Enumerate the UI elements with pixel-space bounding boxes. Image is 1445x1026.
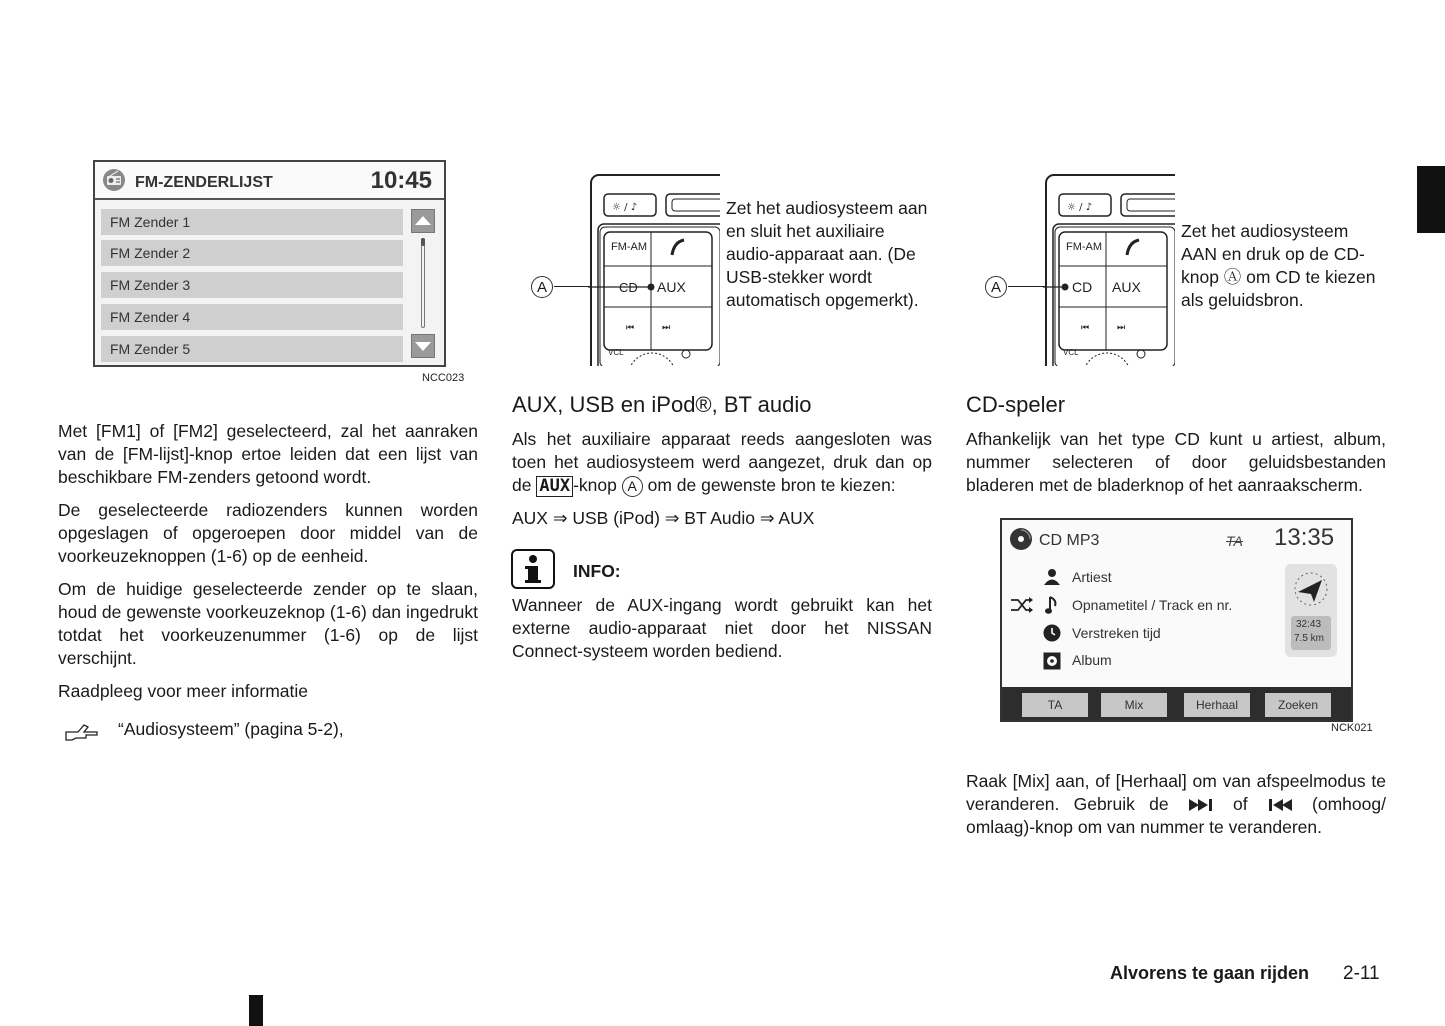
reference-link[interactable]: “Audiosysteem” (pagina 5-2),	[118, 719, 344, 739]
station-row[interactable]: FM Zender 5	[101, 336, 403, 362]
cd-intro-paragraph: Afhankelijk van het type CD kunt u artiest, album, nummer selecteren of door geluidsbestanden bladeren met de bladerknop of het aanraakscherm.	[966, 429, 1386, 495]
scrollbar-thumb[interactable]	[421, 238, 425, 246]
panel-label-vcl: VCL	[608, 348, 624, 357]
panel-label-cd: CD	[1072, 279, 1093, 295]
mix-button[interactable]: Mix	[1101, 693, 1167, 717]
text-span: of	[1233, 794, 1248, 814]
navigation-widget[interactable]	[1285, 564, 1337, 657]
cd-panel-diagram	[1043, 172, 1175, 366]
nav-distance: 7.5 km	[1294, 633, 1325, 644]
search-button[interactable]: Zoeken	[1265, 693, 1331, 717]
cd-screen-title: CD MP3	[1039, 532, 1100, 549]
album-icon	[1043, 652, 1061, 670]
section-heading-cd: CD-speler	[966, 392, 1066, 417]
source-sequence: AUX ⇒ USB (iPod) ⇒ BT Audio ⇒ AUX	[512, 508, 815, 528]
station-row[interactable]: FM Zender 2	[101, 240, 403, 266]
shuffle-icon	[1010, 597, 1034, 613]
next-track-icon	[1187, 798, 1215, 812]
fm-screen-header	[95, 162, 444, 200]
ta-indicator: TA	[1226, 533, 1243, 549]
info-text: Wanneer de AUX-ingang wordt gebruikt kan het externe audio-apparaat niet door het NISSAN Connect-systeem worden bediend.	[512, 595, 932, 661]
artist-icon	[1043, 568, 1061, 586]
aux-callout-text: Zet het audiosysteem aan en sluit het auxiliaire audio-apparaat aan. (De USB-stekker wordt automatisch opgemerkt).	[726, 198, 928, 310]
fm-station-list-screen	[93, 160, 446, 367]
aux-panel-diagram	[588, 172, 720, 366]
compass-arrow-icon	[1292, 570, 1330, 608]
text-span: Raak [Mix] aan, of [Herhaal] om van afspeelmodus te veranderen. Gebruik de	[966, 771, 1386, 814]
svg-text:⏭: ⏭	[1117, 322, 1126, 332]
text-span: (omhoog/ omlaag)-knop om van nummer te veranderen.	[966, 794, 1386, 837]
info-icon	[511, 549, 555, 589]
figure-code: NCC023	[422, 372, 465, 384]
svg-text:☼ / ♪: ☼ / ♪	[1067, 202, 1093, 213]
callout-a-marker: A	[985, 276, 1007, 298]
callout-a-inline: A	[622, 476, 643, 497]
scroll-down-button[interactable]	[411, 334, 435, 358]
callout-leader-line	[1008, 286, 1045, 287]
panel-label-aux: AUX	[1112, 279, 1141, 295]
page-number: 2-11	[1343, 963, 1380, 984]
nav-time: 32:43	[1296, 619, 1322, 630]
section-heading-aux: AUX, USB en iPod®, BT audio	[512, 392, 812, 417]
cd-screen-clock: 13:35	[1274, 524, 1335, 551]
aux-instruction-paragraph	[512, 428, 932, 497]
station-row[interactable]: FM Zender 3	[101, 272, 403, 298]
fm-screen-clock: 10:45	[370, 167, 432, 194]
cd-mp3-screen	[1000, 518, 1353, 722]
mix-repeat-paragraph	[966, 770, 1386, 839]
paragraph: De geselecteerde radiozenders kunnen worden opgeslagen of opgeroepen door middel van de voorkeuzeknoppen (1-6) op de eenheid.	[58, 500, 478, 566]
fm-screen-title: FM-ZENDERLIJST	[135, 174, 273, 191]
text-span: -knop	[573, 475, 617, 495]
cd-item-album[interactable]: Album	[1072, 652, 1112, 668]
music-note-icon	[1045, 595, 1061, 615]
cd-button-bar	[1002, 687, 1351, 720]
clock-icon	[1043, 624, 1061, 642]
disc-icon	[1009, 527, 1033, 551]
footer-section-title: Alvorens te gaan rijden	[1110, 963, 1310, 983]
station-row[interactable]: FM Zender 1	[101, 209, 403, 235]
previous-track-icon	[1266, 798, 1294, 812]
text-span: Als het auxiliaire apparaat reeds aangesloten was toen het audiosysteem werd aangezet, druk dan op de	[512, 429, 932, 495]
paragraph: Om de huidige geselecteerde zender op te slaan, houd de gewenste voorkeuzeknop (1-6) dan ingedrukt totdat het voorkeuzenummer (1-6) op de lijst verschijnt.	[58, 579, 478, 668]
scroll-up-button[interactable]	[411, 209, 435, 233]
text-span: om de gewenste bron te kiezen:	[647, 475, 896, 495]
repeat-button[interactable]: Herhaal	[1184, 693, 1250, 717]
radio-icon	[101, 168, 127, 192]
page-edge-marker	[249, 995, 263, 1026]
cd-item-elapsed[interactable]: Verstreken tijd	[1072, 625, 1161, 641]
chevron-down-icon	[412, 335, 434, 357]
chapter-tab-marker	[1417, 166, 1445, 233]
cd-callout-text: Zet het audiosysteem AAN en druk op de CD-knop Ⓐ om CD te kiezen als geluidsbron.	[1181, 221, 1376, 310]
callout-leader-line	[554, 286, 590, 287]
panel-label-cd: CD	[619, 280, 638, 295]
panel-label-aux: AUX	[657, 279, 686, 295]
aux-key-symbol: AUX	[536, 476, 573, 497]
svg-text:⏮: ⏮	[626, 322, 635, 332]
chevron-up-icon	[412, 210, 434, 232]
ta-button[interactable]: TA	[1022, 693, 1088, 717]
svg-text:⏮: ⏮	[1081, 322, 1090, 332]
cd-item-artist[interactable]: Artiest	[1072, 569, 1112, 585]
figure-code: NCK021	[1331, 722, 1373, 734]
paragraph: Met [FM1] of [FM2] geselecteerd, zal het aanraken van de [FM-lijst]-knop ertoe leiden dat een lijst van beschikbare FM-zenders getoond wordt.	[58, 421, 478, 487]
scrollbar-track[interactable]	[421, 238, 425, 328]
pointing-hand-icon	[64, 720, 100, 742]
callout-a-marker: A	[531, 276, 553, 298]
svg-text:⏭: ⏭	[662, 322, 671, 332]
cd-item-track[interactable]: Opnametitel / Track en nr.	[1072, 597, 1233, 613]
panel-label-fm-am: FM-AM	[611, 241, 648, 253]
svg-text:☼ / ♪: ☼ / ♪	[612, 202, 638, 213]
panel-label-vcl: VCL	[1063, 348, 1079, 357]
info-title: INFO:	[573, 561, 621, 581]
station-row[interactable]: FM Zender 4	[101, 304, 403, 330]
panel-label-fm-am: FM-AM	[1066, 241, 1103, 253]
paragraph: Raadpleeg voor meer informatie	[58, 681, 308, 701]
